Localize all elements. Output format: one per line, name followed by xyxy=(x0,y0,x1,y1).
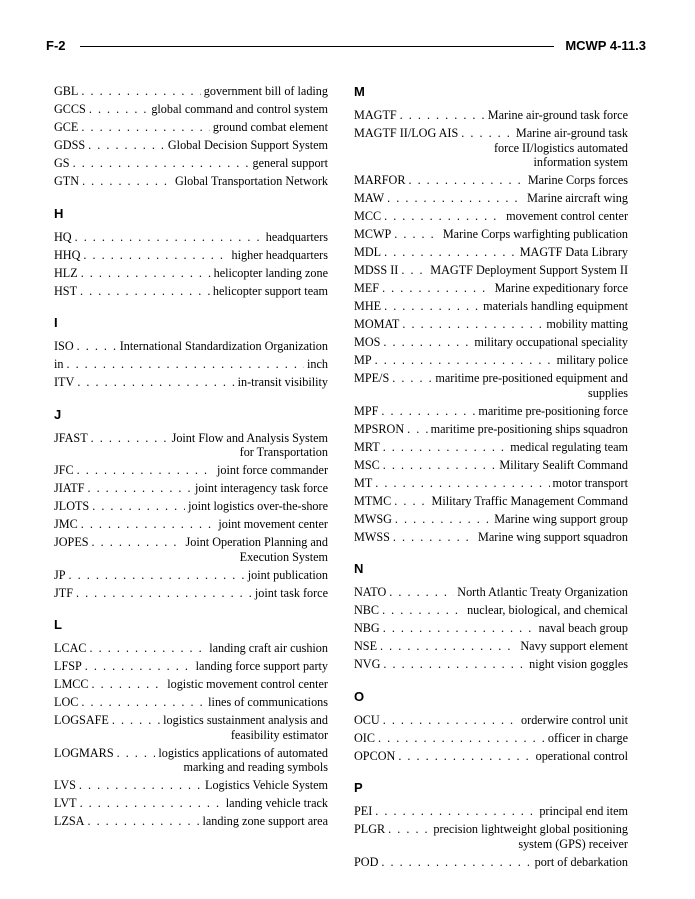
acronym: LMCC xyxy=(54,677,89,691)
leader-dots xyxy=(92,677,165,692)
acronym: MARFOR xyxy=(354,173,406,187)
acronym: PLGR xyxy=(354,822,386,836)
glossary-entry xyxy=(354,639,628,654)
glossary-entry xyxy=(354,512,628,527)
definition: helicopter support team xyxy=(212,283,328,298)
acronym: MOMAT xyxy=(354,317,400,331)
leader-dots xyxy=(76,586,252,601)
definition: maritime pre-positioned equipment and xyxy=(435,371,628,385)
definition: principal end item xyxy=(539,804,628,818)
acronym: JP xyxy=(54,567,66,582)
leader-dots xyxy=(389,585,454,600)
glossary-entry xyxy=(54,535,328,564)
definition: port of debarkation xyxy=(534,854,628,869)
acronym: MDSS II xyxy=(354,263,399,277)
section-heading: H xyxy=(54,205,64,221)
definition: Military Traffic Management Command xyxy=(431,493,628,508)
definition: maritime pre-positioning ships squadron xyxy=(430,421,628,436)
leader-dots xyxy=(81,266,211,281)
leader-dots xyxy=(69,568,245,583)
acronym: MOS xyxy=(354,335,381,349)
leader-dots xyxy=(395,512,491,527)
leader-dots xyxy=(381,855,531,870)
acronym: MAW xyxy=(354,191,385,205)
definition: Marine expeditionary force xyxy=(494,281,628,295)
leader-dots xyxy=(117,746,156,761)
acronym: LVS xyxy=(54,778,76,792)
glossary-entry xyxy=(354,353,628,368)
glossary-entry xyxy=(54,174,328,189)
definition: orderwire control unit xyxy=(521,712,628,727)
leader-dots xyxy=(400,108,485,123)
definition: ground combat element xyxy=(212,120,328,134)
acronym: NSE xyxy=(354,639,378,653)
leader-dots xyxy=(383,440,508,455)
acronym: MT xyxy=(354,475,373,490)
leader-dots xyxy=(77,375,234,390)
definition: nuclear, biological, and chemical xyxy=(467,603,628,617)
acronym: JLOTS xyxy=(54,499,90,513)
glossary-entry xyxy=(354,731,628,746)
leader-dots xyxy=(392,371,432,386)
definition: Marine air-ground task force xyxy=(487,108,628,122)
definition: mobility matting xyxy=(546,317,628,331)
definition: North Atlantic Treaty Organization xyxy=(457,585,628,599)
leader-dots xyxy=(394,494,428,509)
leader-dots xyxy=(85,659,193,674)
leader-dots xyxy=(407,422,428,437)
acronym: HST xyxy=(54,283,78,298)
acronym: LFSP xyxy=(54,659,82,673)
leader-dots xyxy=(77,339,117,354)
glossary-entry xyxy=(54,230,328,245)
definition: International Standardization Organization xyxy=(119,339,328,353)
leader-dots xyxy=(383,713,518,728)
section-heading: I xyxy=(54,315,58,330)
glossary-entry xyxy=(54,339,328,354)
glossary-entry xyxy=(354,804,628,819)
acronym: MPE/S xyxy=(354,371,390,385)
glossary-entry xyxy=(354,335,628,350)
acronym: MAGTF xyxy=(354,108,397,122)
definition: movement control center xyxy=(506,209,628,223)
acronym: HLZ xyxy=(54,265,78,280)
acronym: NATO xyxy=(354,585,387,599)
section-heading: P xyxy=(354,780,363,795)
section-heading: J xyxy=(54,406,62,422)
definition-continuation: supplies xyxy=(588,385,628,400)
definition: landing force support party xyxy=(195,659,328,673)
leader-dots xyxy=(81,120,210,135)
acronym: ISO xyxy=(54,339,74,353)
definition: military police xyxy=(556,353,628,367)
leader-dots xyxy=(87,814,199,829)
definition: night vision goggles xyxy=(529,657,628,671)
leader-dots xyxy=(92,535,183,550)
acronym: GCE xyxy=(54,120,79,134)
glossary-entry xyxy=(354,657,628,672)
leader-dots xyxy=(382,281,492,296)
definition: global command and control system xyxy=(151,102,328,116)
definition: motor transport xyxy=(552,475,628,490)
publication-id: MCWP 4-11.3 xyxy=(565,38,646,53)
leader-dots xyxy=(91,431,169,446)
definition: Marine aircraft wing xyxy=(527,191,628,205)
definition: Global Transportation Network xyxy=(174,174,328,188)
acronym: MTMC xyxy=(354,493,392,508)
acronym: MAGTF II/LOG AIS xyxy=(354,126,459,140)
acronym: JFAST xyxy=(54,430,88,445)
leader-dots xyxy=(82,174,172,189)
glossary-entry xyxy=(54,463,328,478)
definition: general support xyxy=(252,156,328,170)
definition: government bill of lading xyxy=(203,84,328,98)
glossary-entry xyxy=(54,677,328,692)
leader-dots xyxy=(87,481,192,496)
definition: Navy support element xyxy=(520,639,628,653)
leader-dots xyxy=(88,138,165,153)
definition: landing craft air cushion xyxy=(209,641,328,655)
acronym: LCAC xyxy=(54,641,87,655)
definition-continuation: system (GPS) receiver xyxy=(518,836,628,851)
acronym: JTF xyxy=(54,585,73,600)
definition-continuation: information system xyxy=(533,155,628,169)
definition: landing zone support area xyxy=(202,814,328,828)
glossary-entry xyxy=(54,695,328,710)
leader-dots xyxy=(66,357,304,372)
definition: Marine wing support group xyxy=(494,511,628,526)
glossary-entry xyxy=(354,227,628,242)
leader-dots xyxy=(383,621,536,636)
leader-dots xyxy=(81,84,200,99)
acronym: LZSA xyxy=(54,814,85,828)
leader-dots xyxy=(383,657,526,672)
section-heading: M xyxy=(354,84,365,99)
acronym: JFC xyxy=(54,463,74,477)
leader-dots xyxy=(79,778,202,793)
leader-dots xyxy=(383,458,497,473)
acronym: MP xyxy=(354,353,372,367)
glossary-entry xyxy=(354,173,628,188)
glossary-entry xyxy=(54,138,328,153)
acronym: GDSS xyxy=(54,138,86,152)
acronym: POD xyxy=(354,854,379,869)
definition: Marine air-ground task xyxy=(515,126,628,140)
acronym: GBL xyxy=(54,84,79,98)
definition: logistic movement control center xyxy=(167,677,328,691)
glossary-entry xyxy=(54,517,328,532)
acronym: JMC xyxy=(54,517,78,531)
glossary-entry xyxy=(354,263,628,278)
leader-dots xyxy=(387,191,524,206)
leader-dots xyxy=(89,102,148,117)
glossary-entry xyxy=(354,245,628,260)
acronym: HHQ xyxy=(54,247,81,262)
definition: joint task force xyxy=(254,585,328,600)
acronym: MCC xyxy=(354,209,382,223)
definition: joint force commander xyxy=(217,463,328,477)
glossary-entry xyxy=(54,375,328,390)
definition-continuation: Execution System xyxy=(239,549,328,564)
acronym: NVG xyxy=(354,657,381,671)
leader-dots xyxy=(394,227,440,242)
definition: Marine Corps forces xyxy=(527,173,628,187)
acronym: LOGMARS xyxy=(54,745,114,760)
acronym: MWSG xyxy=(354,511,392,526)
leader-dots xyxy=(75,230,263,245)
glossary-entry xyxy=(54,814,328,829)
glossary-entry xyxy=(354,108,628,123)
glossary-entry xyxy=(354,299,628,314)
definition-continuation: force II/logistics automated xyxy=(493,140,628,155)
definition: landing vehicle track xyxy=(225,796,328,810)
section-heading: N xyxy=(354,561,364,576)
definition: Joint Operation Planning and xyxy=(185,535,328,549)
glossary-entry xyxy=(354,281,628,296)
acronym: MPSRON xyxy=(354,421,405,436)
leader-dots xyxy=(393,530,475,545)
acronym: OIC xyxy=(354,730,375,745)
glossary-entry xyxy=(354,404,628,419)
glossary-entry xyxy=(354,317,628,332)
leader-dots xyxy=(380,639,517,654)
acronym: MRT xyxy=(354,439,380,454)
glossary-entry xyxy=(354,126,628,170)
leader-dots xyxy=(80,284,210,299)
leader-dots xyxy=(375,476,549,491)
definition: joint movement center xyxy=(218,517,328,531)
acronym: NBG xyxy=(354,621,380,635)
acronym: MDL xyxy=(354,245,382,259)
definition: in-transit visibility xyxy=(237,375,328,389)
acronym: OPCON xyxy=(354,748,396,763)
definition: lines of communications xyxy=(208,695,328,709)
definition: joint logistics over-the-shore xyxy=(188,499,328,513)
glossary-entry xyxy=(54,586,328,601)
leader-dots xyxy=(388,822,430,837)
definition: MAGTF Data Library xyxy=(519,245,628,259)
leader-dots xyxy=(83,248,228,263)
definition: joint interagency task force xyxy=(195,481,328,495)
definition: logistics applications of automated xyxy=(158,745,328,760)
definition: precision lightweight global positioning xyxy=(433,822,628,836)
glossary-entry xyxy=(54,796,328,811)
acronym: JIATF xyxy=(54,481,85,495)
acronym: HQ xyxy=(54,229,72,244)
glossary-entry xyxy=(354,191,628,206)
definition-continuation: feasibility estimator xyxy=(230,727,328,742)
definition: Marine wing support squadron xyxy=(478,529,628,544)
definition: Marine Corps warfighting publication xyxy=(442,227,628,241)
acronym: MPF xyxy=(354,403,379,418)
definition: logistics sustainment analysis and xyxy=(163,713,328,727)
leader-dots xyxy=(90,641,207,656)
definition: Joint Flow and Analysis System xyxy=(171,430,328,445)
acronym: PEI xyxy=(354,804,373,818)
glossary-entry xyxy=(354,585,628,600)
leader-dots xyxy=(381,404,475,419)
leader-dots xyxy=(92,499,185,514)
glossary-entry xyxy=(54,746,328,775)
definition: medical regulating team xyxy=(510,439,628,454)
definition: higher headquarters xyxy=(231,247,328,262)
glossary-entry xyxy=(354,749,628,764)
glossary-entry xyxy=(354,494,628,509)
leader-dots xyxy=(402,317,543,332)
definition: Military Sealift Command xyxy=(499,457,628,472)
glossary-entry xyxy=(354,603,628,618)
definition: headquarters xyxy=(265,229,328,244)
leader-dots xyxy=(375,804,536,819)
definition: Global Decision Support System xyxy=(167,138,328,152)
acronym: NBC xyxy=(354,603,380,617)
glossary-entry xyxy=(54,499,328,514)
glossary-entry xyxy=(354,209,628,224)
glossary-entry xyxy=(354,422,628,437)
acronym: OCU xyxy=(354,712,380,727)
glossary-entry xyxy=(354,440,628,455)
glossary-entry xyxy=(354,822,628,851)
leader-dots xyxy=(77,463,214,478)
acronym: LOC xyxy=(54,695,79,709)
leader-dots xyxy=(408,173,524,188)
leader-dots xyxy=(382,603,464,618)
acronym: GCCS xyxy=(54,102,86,116)
right-column xyxy=(354,84,628,873)
glossary-entry xyxy=(54,641,328,656)
acronym: MWSS xyxy=(354,529,390,544)
header-rule xyxy=(80,46,554,47)
definition: military occupational speciality xyxy=(474,335,628,349)
leader-dots xyxy=(378,731,545,746)
glossary-entry xyxy=(54,431,328,460)
definition-continuation: marking and reading symbols xyxy=(183,760,328,774)
glossary-entry xyxy=(54,568,328,583)
acronym: GTN xyxy=(54,174,80,188)
acronym: LOGSAFE xyxy=(54,713,109,727)
glossary-entry xyxy=(54,481,328,496)
definition: materials handling equipment xyxy=(483,299,628,313)
glossary-entry xyxy=(354,458,628,473)
acronym: MSC xyxy=(354,457,380,472)
definition: operational control xyxy=(535,748,628,763)
leader-dots xyxy=(81,517,216,532)
leader-dots xyxy=(73,156,250,171)
glossary-entry xyxy=(54,266,328,281)
glossary-entry xyxy=(54,84,328,99)
definition: MAGTF Deployment Support System II xyxy=(430,263,628,277)
glossary-entry xyxy=(354,855,628,870)
glossary-entry xyxy=(54,120,328,135)
glossary-entry xyxy=(354,476,628,491)
leader-dots xyxy=(375,353,554,368)
leader-dots xyxy=(383,335,471,350)
glossary-entry xyxy=(354,713,628,728)
leader-dots xyxy=(80,796,223,811)
acronym: GS xyxy=(54,156,70,170)
definition: Logistics Vehicle System xyxy=(205,778,328,792)
section-heading: O xyxy=(354,688,365,704)
page-header xyxy=(46,38,646,58)
leader-dots xyxy=(401,263,427,278)
glossary-entry xyxy=(54,357,328,372)
leader-dots xyxy=(461,126,513,141)
leader-dots xyxy=(112,713,160,728)
acronym: JOPES xyxy=(54,535,89,549)
glossary-entry xyxy=(54,102,328,117)
page-number: F-2 xyxy=(46,38,66,53)
glossary-entry xyxy=(54,659,328,674)
acronym: ITV xyxy=(54,375,75,389)
acronym: in xyxy=(54,357,64,371)
definition: helicopter landing zone xyxy=(213,265,328,280)
leader-dots xyxy=(81,695,205,710)
glossary-entry xyxy=(54,284,328,299)
glossary-entry xyxy=(54,248,328,263)
leader-dots xyxy=(398,749,532,764)
left-column xyxy=(54,84,328,832)
glossary-entry xyxy=(54,156,328,171)
definition: naval beach group xyxy=(538,621,628,635)
acronym: MEF xyxy=(354,281,380,295)
definition: maritime pre-positioning force xyxy=(478,403,628,418)
acronym: MHE xyxy=(354,299,382,313)
glossary-entry xyxy=(354,530,628,545)
glossary-entry xyxy=(54,713,328,742)
definition: joint publication xyxy=(247,567,328,582)
acronym: MCWP xyxy=(354,227,392,241)
leader-dots xyxy=(384,209,503,224)
leader-dots xyxy=(384,299,480,314)
definition-continuation: for Transportation xyxy=(239,445,328,459)
leader-dots xyxy=(384,245,517,260)
section-heading: L xyxy=(54,617,62,632)
definition: inch xyxy=(307,357,328,371)
glossary-entry xyxy=(354,371,628,400)
glossary-entry xyxy=(54,778,328,793)
acronym: LVT xyxy=(54,796,77,810)
glossary-entry xyxy=(354,621,628,636)
definition: officer in charge xyxy=(547,730,628,745)
